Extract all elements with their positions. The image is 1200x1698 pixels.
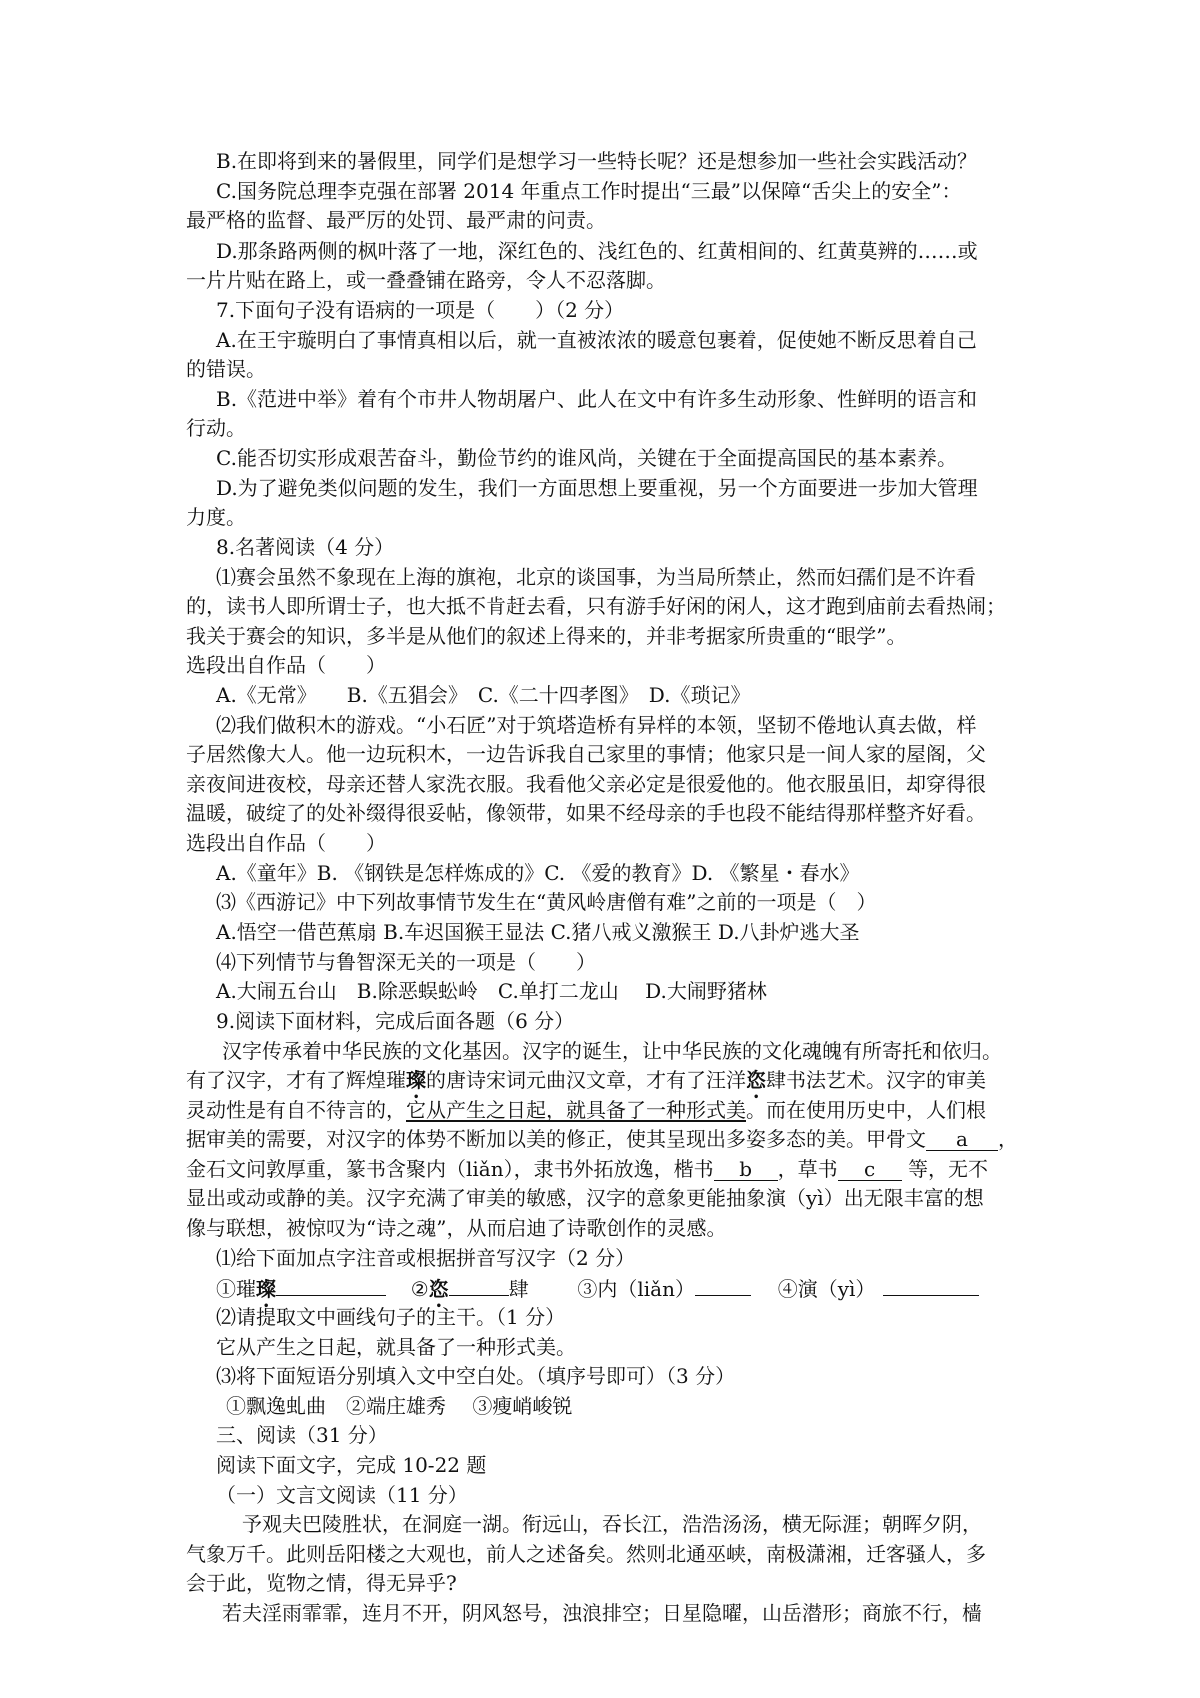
- classical-text-line2: 气象万千。此则岳阳楼之大观也，前人之述备矣。然则北通巫峡，南极潇湘，迁客骚人，多: [186, 1542, 986, 1566]
- q8-passage1-line3: 我关于赛会的知识，多半是从他们的叙述上得来的，并非考据家所贵重的“眼学”。: [186, 624, 907, 648]
- q8-passage2-line1: ⑵我们做积木的游戏。“小石匠”对于筑塔造桥有异样的本领，坚韧不倦地认真去做，样: [216, 713, 977, 737]
- q8-passage2-options: A.《童年》B. 《钢铁是怎样炼成的》C. 《爱的教育》D. 《繁星・春水》: [216, 861, 860, 885]
- q9-sub1-items: ①璀璨 ②恣 肆 ③内（liǎn） ④演（yì）: [216, 1273, 979, 1312]
- q8-passage2-line4: 温暖，破绽了的处补缀得很妥帖，像领带，如果不经母亲的手也段不能结得那样整齐好看。: [186, 801, 986, 825]
- q9-sub3-options: ①飘逸虬曲 ②端庄雄秀 ③瘦峭峻锐: [226, 1394, 573, 1418]
- q9-text-line5: 金石文问敦厚重，篆书含聚内（liǎn），隶书外拓放逸，楷书 b ，草书 c 等，无不: [186, 1157, 988, 1181]
- q8-passage1-line1: ⑴赛会虽然不象现在上海的旗袍，北京的谈国事，为当局所禁止，然而妇孺们是不许看: [216, 565, 976, 589]
- q8-passage1-question: 选段出自作品（ ）: [186, 653, 386, 677]
- section3-subtitle: （一）文言文阅读（11 分）: [216, 1483, 468, 1507]
- dotted-char: 恣: [746, 1068, 766, 1092]
- q8-passage1-line2: 的，读书人即所谓士子，也大抵不肯赶去看，只有游手好闲的闲人，这才跑到庙前去看热闹；: [186, 594, 1006, 618]
- q9-sub2-sentence: 它从产生之日起，就具备了一种形式美。: [216, 1335, 576, 1359]
- answer-blank[interactable]: [883, 1273, 979, 1296]
- q9-text-line1: 汉字传承着中华民族的文化基因。汉字的诞生，让中华民族的文化魂魄有所寄托和依归。: [222, 1039, 1002, 1063]
- q8-part4-options: A.大闹五台山 B.除恶蜈蚣岭 C.单打二龙山 D.大闹野猪林: [216, 979, 767, 1003]
- dotted-char: 恣: [428, 1277, 449, 1301]
- classical-text-line3: 会于此，览物之情，得无异乎?: [186, 1571, 457, 1595]
- q8-part3-question: ⑶《西游记》中下列故事情节发生在“黄风岭唐僧有难”之前的一项是（ ）: [216, 890, 877, 914]
- q6-option-d-line2: 一片片贴在路上，或一叠叠铺在路旁，令人不忍落脚。: [186, 268, 666, 292]
- q8-stem: 8.名著阅读（4 分）: [216, 535, 395, 559]
- dotted-char: 璨: [406, 1068, 426, 1092]
- q8-passage2-line2: 子居然像大人。他一边玩积木，一边告诉我自己家里的事情；他家只是一间人家的屋阁，父: [186, 742, 986, 766]
- blank-a: a: [926, 1128, 998, 1151]
- q6-option-c-line1: C.国务院总理李克强在部署 2014 年重点工作时提出“三最”以保障“舌尖上的安全”：: [216, 179, 962, 203]
- q8-part4-question: ⑷下列情节与鲁智深无关的一项是（ ）: [216, 950, 596, 974]
- q7-option-a-line2: 的错误。: [186, 357, 266, 381]
- blank-c: c: [838, 1158, 902, 1181]
- q7-option-d-line2: 力度。: [186, 505, 246, 529]
- answer-blank[interactable]: [449, 1273, 509, 1296]
- q7-option-c: C.能否切实形成艰苦奋斗，勤俭节约的谁风尚，关键在于全面提高国民的基本素养。: [216, 446, 957, 470]
- q6-option-d-line1: D.那条路两侧的枫叶落了一地，深红色的、浅红色的、红黄相间的、红黄莫辨的……或: [216, 239, 978, 263]
- dotted-char: 璨: [256, 1277, 276, 1301]
- q9-text-line4: 据审美的需要，对汉字的体势不断加以美的修正，使其呈现出多姿多态的美。甲骨文 a ，: [186, 1127, 1018, 1151]
- q6-option-b: B.在即将到来的暑假里，同学们是想学习一些特长呢？还是想参加一些社会实践活动？: [216, 149, 978, 173]
- q9-sub3-question: ⑶将下面短语分别填入文中空白处。（填序号即可）（3 分）: [216, 1364, 736, 1388]
- q9-stem: 9.阅读下面材料，完成后面各题（6 分）: [216, 1009, 575, 1033]
- underlined-sentence: 它从产生之日起，就具备了一种形式美: [406, 1098, 746, 1122]
- q6-option-c-line2: 最严格的监督、最严厉的处罚、最严肃的问责。: [186, 208, 606, 232]
- q7-option-b-line1: B.《范进中举》着有个市井人物胡屠户、此人在文中有许多生动形象、性鲜明的语言和: [216, 387, 978, 411]
- q7-option-a-line1: A.在王宇璇明白了事情真相以后，就一直被浓浓的暖意包裹着，促使她不断反思着自己: [216, 328, 977, 352]
- answer-blank[interactable]: [695, 1273, 751, 1296]
- section3-intro: 阅读下面文字，完成 10-22 题: [216, 1453, 487, 1477]
- q9-text-line6: 显出或动或静的美。汉字充满了审美的敏感，汉字的意象更能抽象演（yì）出无限丰富的想: [186, 1186, 984, 1210]
- classical-text-line1: 予观夫巴陵胜状，在洞庭一湖。衔远山，吞长江，浩浩汤汤，横无际涯；朝晖夕阴，: [242, 1512, 982, 1536]
- q9-text-line2: 有了汉字，才有了辉煌璀璨的唐诗宋词元曲汉文章，才有了汪洋恣肆书法艺术。汉字的审美: [186, 1068, 986, 1092]
- q9-sub1-question: ⑴给下面加点字注音或根据拼音写汉字（2 分）: [216, 1246, 636, 1270]
- q9-text-line7: 像与联想，被惊叹为“诗之魂”，从而启迪了诗歌创作的灵感。: [186, 1216, 727, 1240]
- q8-passage2-question: 选段出自作品（ ）: [186, 831, 386, 855]
- section3-title: 三、阅读（31 分）: [216, 1423, 388, 1447]
- classical-text-line4: 若夫淫雨霏霏，连月不开，阴风怒号，浊浪排空；日星隐曜，山岳潜形；商旅不行，樯: [222, 1601, 982, 1625]
- blank-b: b: [714, 1158, 778, 1181]
- q8-passage2-line3: 亲夜间进夜校，母亲还替人家洗衣服。我看他父亲必定是很爱他的。他衣服虽旧，却穿得很: [186, 772, 986, 796]
- answer-blank[interactable]: [276, 1273, 386, 1296]
- q7-option-d-line1: D.为了避免类似问题的发生，我们一方面思想上要重视，另一个方面要进一步加大管理: [216, 476, 978, 500]
- q9-sub2-question: ⑵请提取文中画线句子的主干。（1 分）: [216, 1305, 566, 1329]
- q8-passage1-options: A.《无常》 B.《五猖会》 C.《二十四孝图》 D.《琐记》: [216, 683, 751, 707]
- q9-text-line3: 灵动性是有自不待言的，它从产生之日起，就具备了一种形式美。而在使用历史中，人们根: [186, 1098, 986, 1122]
- q8-part3-options: A.悟空一借芭蕉扇 B.车迟国猴王显法 C.猪八戒义激猴王 D.八卦炉逃大圣: [216, 920, 860, 944]
- q7-stem: 7.下面句子没有语病的一项是（ ）（2 分）: [216, 298, 625, 322]
- q7-option-b-line2: 行动。: [186, 416, 246, 440]
